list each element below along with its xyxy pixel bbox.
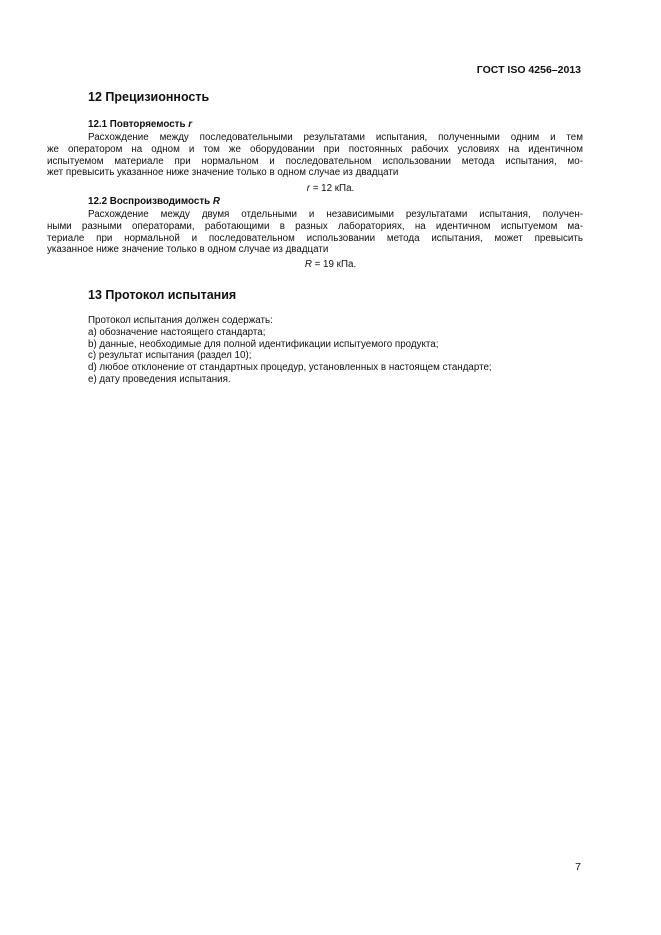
list-item: а) обозначение настоящего стандарта;: [88, 326, 266, 338]
formula-repeatability: [0, 183, 661, 194]
subsection-12-2-label: 12.2 Воспроизводимость: [88, 196, 211, 207]
paragraph-line: указанное ниже значение только в одном случае из двадцати: [47, 244, 329, 256]
list-item: c) результат испытания (раздел 10);: [88, 350, 252, 362]
formula-value: = 12 кПа.: [309, 183, 355, 194]
paragraph-line: же оператором на одном и том же оборудовании при постоянных рабочих условиях на идентичном: [47, 143, 583, 155]
formula-reproducibility: [0, 259, 661, 270]
subsection-12-1-label: 12.1 Повторяемость: [88, 119, 186, 130]
section-12-title: 12 Прецизионность: [88, 90, 210, 104]
list-item: e) дату проведения испытания.: [88, 373, 231, 385]
paragraph-line: Расхождение между последовательными результатами испытания, полученными одним и тем: [88, 132, 583, 143]
paragraph-line: жет превысить указанное ниже значение только в одном случае из двадцати: [47, 167, 399, 179]
document-header-id: ГОСТ ISO 4256–2013: [476, 64, 581, 76]
list-item: b) данные, необходимые для полной идентификации испытуемого продукта;: [88, 338, 439, 350]
subsection-12-2-title: [88, 196, 220, 207]
paragraph-line: ными разными операторами, работающими в разных лабораториях, на идентичном испытуемом ма-: [47, 220, 583, 232]
subsection-12-2-symbol: R: [212, 196, 220, 207]
formula-symbol: r: [306, 183, 310, 194]
page-number: 7: [575, 861, 581, 873]
formula-value: = 19 кПа.: [311, 259, 357, 270]
protocol-intro: Протокол испытания должен содержать:: [88, 315, 273, 326]
paragraph-line: териале при нормальной и последовательном использовании метода испытания, может превысить: [47, 232, 583, 244]
formula-symbol: R: [304, 259, 312, 270]
subsection-12-1-title: [88, 119, 192, 130]
subsection-12-1-symbol: r: [188, 119, 193, 130]
section-13-title: 13 Протокол испытания: [88, 288, 237, 302]
paragraph-line: испытуемом материале при нормальном и последовательном использовании метода испытания, мо-: [47, 155, 583, 167]
protocol-list: [88, 315, 492, 386]
paragraph-repeatability: [47, 132, 583, 179]
paragraph-line: Расхождение между двумя отдельными и независимыми результатами испытания, получен-: [88, 209, 583, 220]
paragraph-reproducibility: [47, 209, 583, 256]
list-item: d) любое отклонение от стандартных процедур, установленных в настоящем стандарте;: [88, 362, 492, 374]
